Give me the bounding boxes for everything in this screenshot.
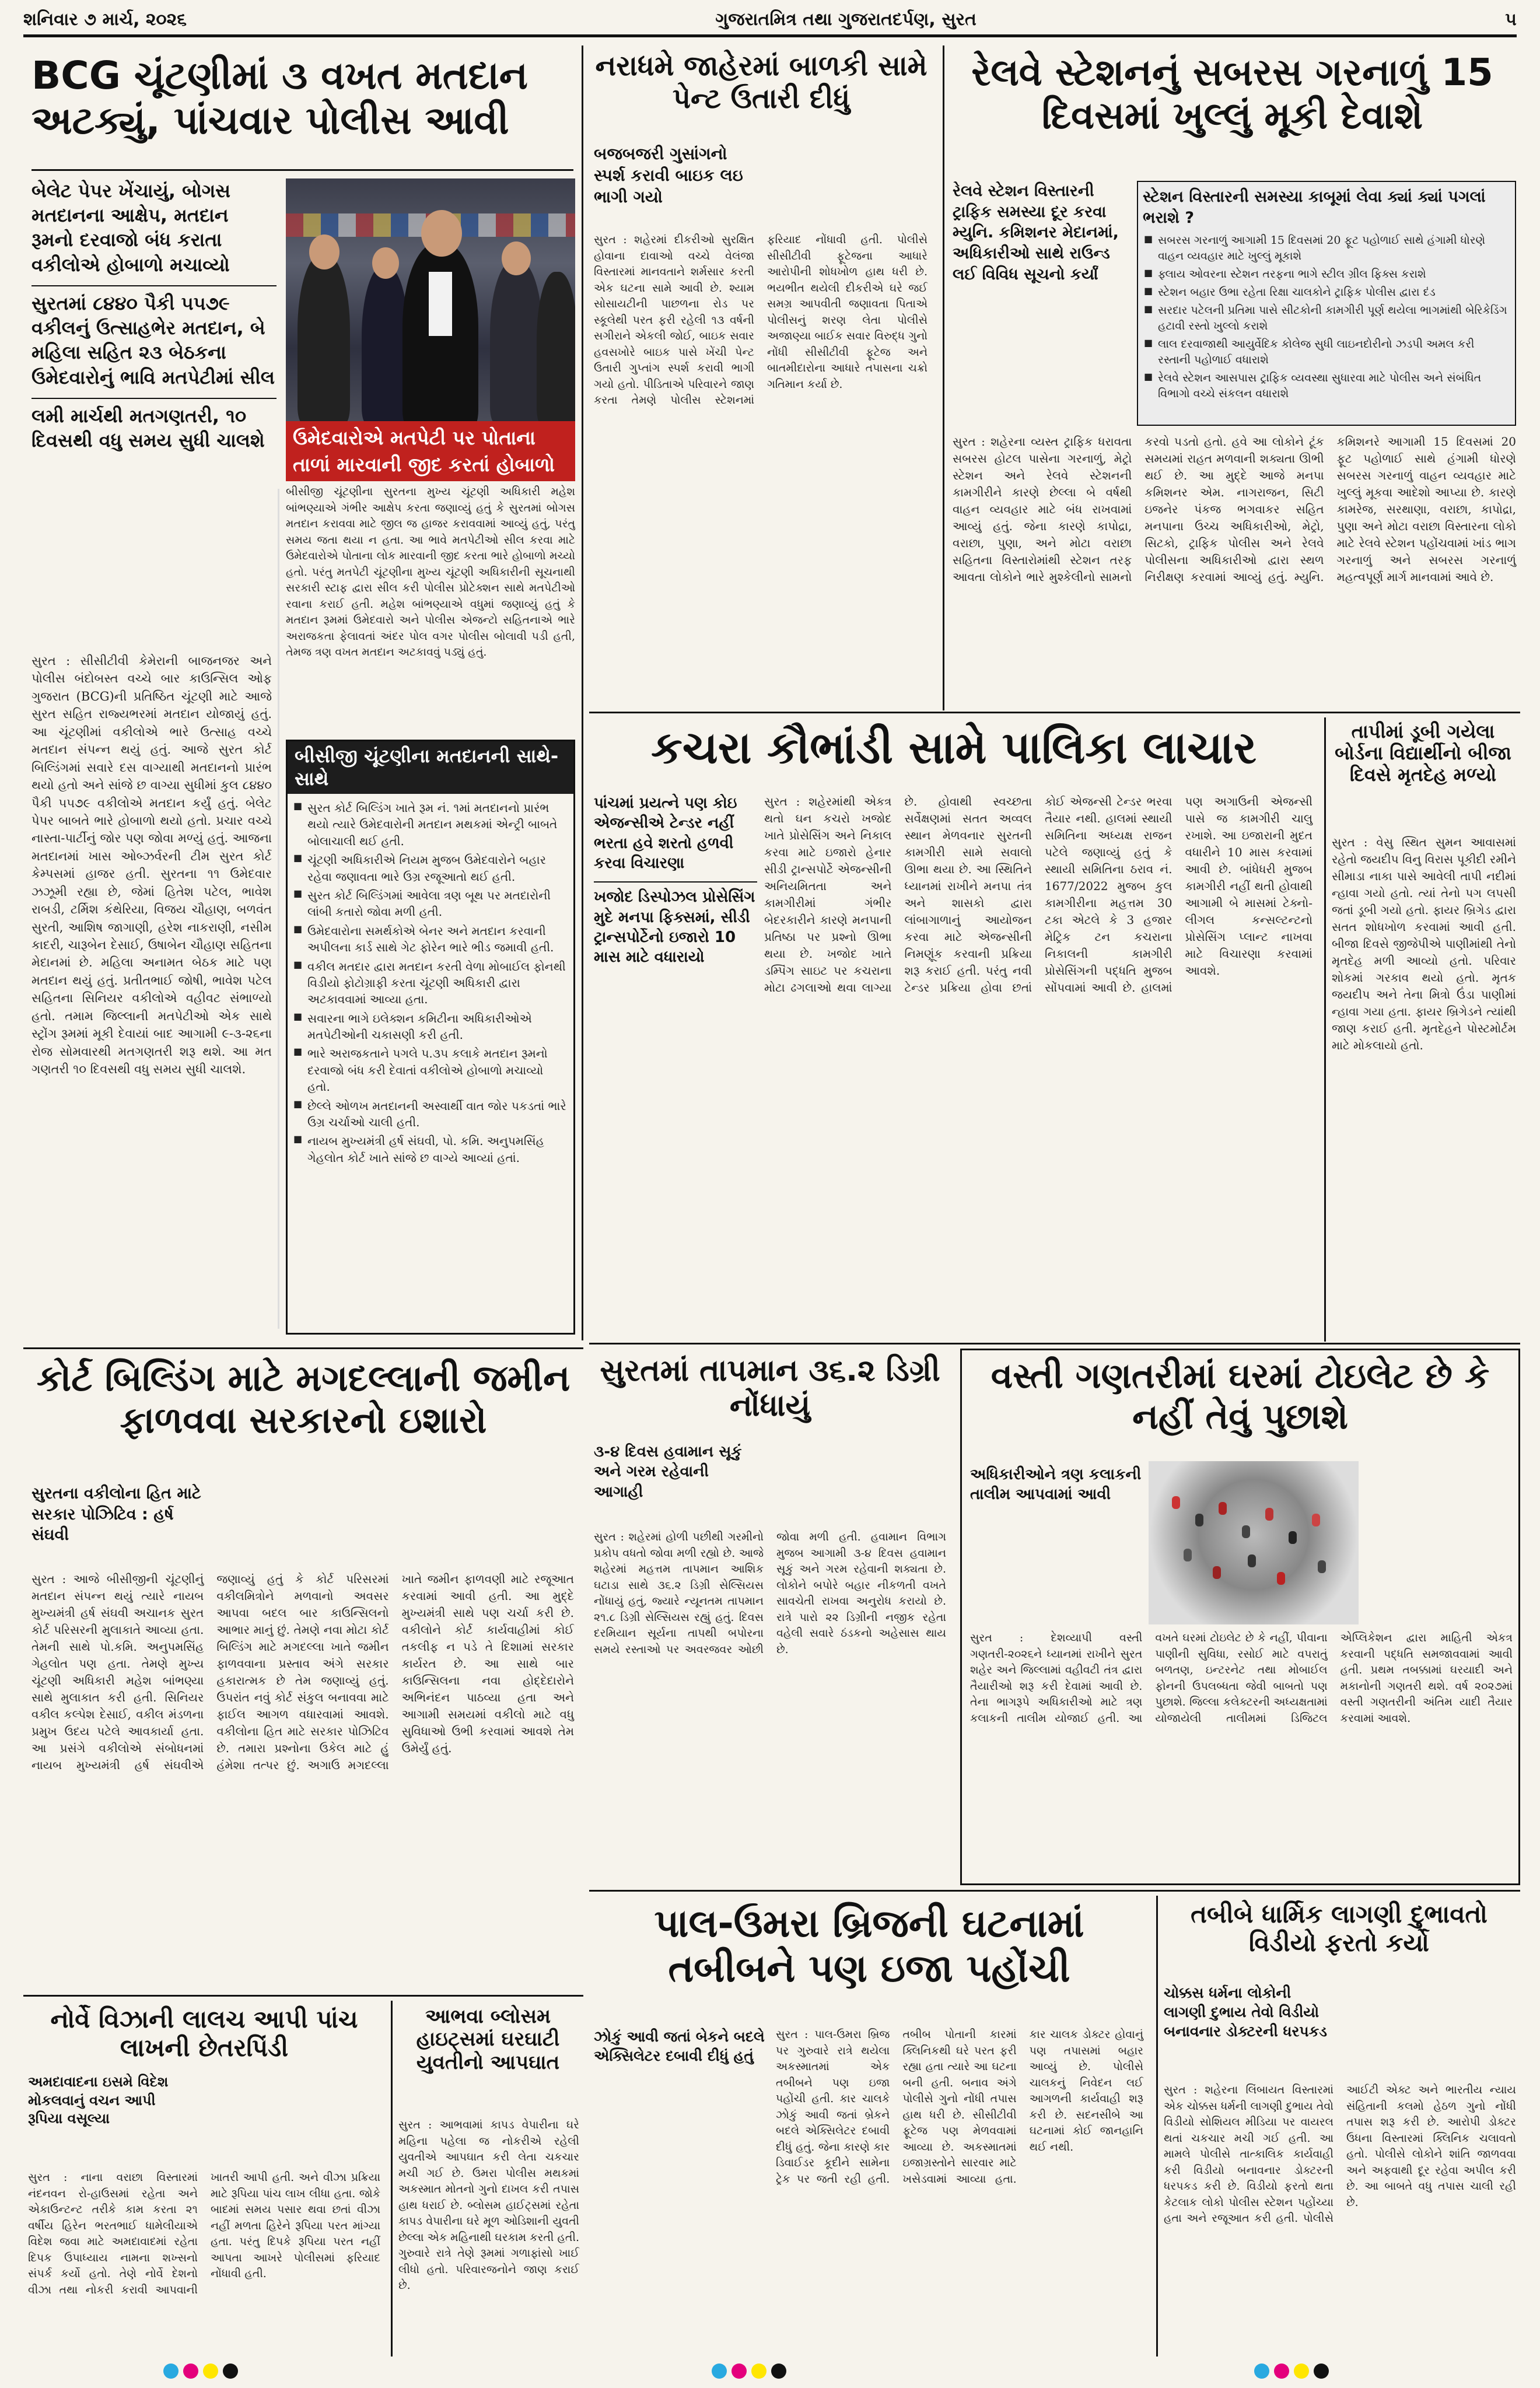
bcg-sub1: બેલેટ પેપર ખેંચાયું, બોગસ મતદાનના આક્ષેપ, મતદાન રૂમનો દરવાજો બંધ કરાતા વકીલોએ હોબાળો મચાવ્યો: [32, 180, 231, 276]
bcg-article: [23, 45, 583, 1340]
railway-box-item: ■ રેલવે સ્ટેશન આસપાસ ટ્રાફિક વ્યવસ્થા સુધારવા માટે પોલીસ અને સંબંધિત વિભાગો વચ્ચે સંકલન વધારાશે: [1143, 370, 1510, 402]
railway-box: [1137, 181, 1516, 426]
norway-headline: નોર્વે વિઝાની લાલચ આપી પાંચ લાખની છેતરપિંડી: [50, 2005, 358, 2062]
court-headline: કોર્ટ બિલ્ડિંગ માટે મગદલ્લાની જમીન ફાળવવા સરકારનો ઇશારો: [36, 1357, 570, 1441]
paal-body: સુરત : પાલ-ઉમરા બ્રિજ પર ગુરુવારે રાત્રે થયેલા અકસ્માતમાં એક તબીબને પણ ઇજા પહોંચી હતી. કાર ચાલકે ઝોકું આવી જતાં બ્રેકને બદલે એક્સિલેટર દબાવી દીધું હતું. જેના કારણે કાર ડિવાઈડર કૂદીને સામેના ટ્રેક પર જતી રહી હતી. તબીબ પોતાની કારમાં ક્લિનિકથી ઘરે પરત ફરી રહ્યા હતા ત્યારે આ ઘટના બની હતી. બનાવ અંગે પોલીસે ગુનો નોંધી તપાસ હાથ ધરી છે. સીસીટીવી ફૂટેજ પણ મેળવવામાં આવ્યા છે. અકસ્માતમાં ઇજાગ્રસ્તોને સારવાર માટે ખસેડવામાં આવ્યા હતા. કાર ચાલક ડોક્ટર હોવાનું પણ તપાસમાં બહાર આવ્યું છે. પોલીસે ચાલકનું નિવેદન લઈ આગળની કાર્યવાહી શરૂ કરી છે. સદનસીબે આ ઘટનામાં કોઈ જાનહાનિ થઈ નથી.: [776, 2028, 1143, 2186]
vasti-lead: અધિકારીઓને ત્રણ કલાકની તાલીમ આપવામાં આવી: [970, 1466, 1142, 1504]
railway-box-item: ■ ફ્લાય ઓવરના સ્ટેશન તરફના ભાગે સ્ટીલ ગ્રીલ ફિક્સ કરાશે: [1143, 267, 1510, 282]
norway-article: [23, 2001, 385, 2357]
railway-lead: રેલવે સ્ટેશન વિસ્તારની ટ્રાફિક સમસ્યા દૂર કરવા મ્યુનિ. કમિશનર મેદાનમાં, અધિકારીઓ સાથે રાઉન્ડ લઈ વિવિધ સૂચનો કર્યાં: [953, 182, 1119, 283]
railway-body: સુરત : શહેરના વ્યસ્ત ટ્રાફિક ધરાવતા સબરસ હોટલ પાસેના ગરનાળું, મેટ્રો સ્ટેશન અને રેલવે સ્ટેશનની કામગીરીને કારણે છેલ્લા બે વર્ષથી વાહન વ્યવહાર માટે બંધ રાખવામાં આવ્યું હતું. જેના કારણે કાપોદ્રા, વરાછા, પુણા, અને મોટા વરાછા સહિતના વિસ્તારોમાંથી સ્ટેશન તરફ આવતા લોકોને ભારે મુશ્કેલીનો સામનો કરવો પડતો હતો. હવે આ લોકોને ટૂંક સમયમાં રાહત મળવાની શક્યતા ઊભી થઈ છે. આ મુદ્દે આજે મનપા કમિશનર એમ. નાગરાજન, સિટી ઇજનેર પંકજ ભગવાકર સહિત મનપાના ઉચ્ચ અધિકારીઓ, મેટ્રો, સિટકો, ટ્રાફિક પોલીસ અને રેલવે પોલીસના અધિકારીઓ દ્વારા સ્થળ નિરીક્ષણ કરવામાં આવ્યું હતું. મ્યુનિ. કમિશનરે આગામી 15 દિવસમાં 20 ફૂટ પહોળાઈ સાથે હંગામી ધોરણે સબરસ ગરનાળું વાહન વ્યવહાર માટે ખુલ્લું મૂકવા આદેશો આપ્યા છે. કારણે કામરેજ, સરથાણા, વરાછા, કાપોદ્રા, પુણા અને મોટા વરાછા વિસ્તારના લોકો માટે રેલવે સ્ટેશન પહોંચવામાં ખાંડ ભાગ ગરનાળું અને સબરસ ગરનાળું મહત્વપૂર્ણ માર્ગ માનવામાં આવે છે.: [953, 435, 1516, 584]
page-date: શનિવાર ૭ માર્ચ, ૨૦૨૬: [23, 9, 187, 30]
bcg-subheads: [32, 178, 276, 453]
tapman-article: [589, 1349, 951, 1885]
paal-lead: ઝોકું આવી જતાં બેકને બદલે એક્સિલેટર દબાવી દીધું હતું: [594, 2028, 765, 2064]
court-article: [23, 1347, 583, 1989]
bcg-body-main: સુરત : સીસીટીવી કેમેરાની બાજનજર અને પોલીસ બંદોબસ્ત વચ્ચે બાર કાઉન્સિલ ઓફ ગુજરાત (BCG)ની પ્રતિષ્ઠિત ચૂંટણી માટે આજે સુરત સહિત રાજ્યભરમાં મતદાન યોજાયું હતું. આ ચૂંટણીમાં વકીલોએ ભારે ઉત્સાહ વચ્ચે મતદાન સંપન્ન થયું હતું. આજે સુરત કોર્ટ બિલ્ડિંગમાં સવારે દસ વાગ્યાથી મતદાનનો પ્રારંભ થયો હતો અને સાંજે છ વાગ્યા સુધીમાં કુલ ૮૪૪૦ પૈકી ૫૫૭૯ વકીલોએ મતદાન કર્યું હતું. બેલેટ પેપર બાબતે ભારે હોબાળો થયો હતો. પ્રચાર વચ્ચે નાસ્તા-પાર્ટીનું જોર પણ જોવા મળ્યું હતું. આજના મતદાનમાં ખાસ ઓબ્ઝર્વરની ટીમ સુરત કોર્ટ કેમ્પસમાં હાજર હતી. સુરતના ૧૧ ઉમેદવાર ઝઝૂમી રહ્યા છે, જેમાં હિતેશ પટેલ, ભાવેશ રાબડી, ટર્મિશ કંથેરિયા, વિજય ચૌહાણ, બળવંત સુરતી, આશિષ જાગાણી, હરેશ નાકરાણી, નસીમ કાદરી, ચારૂબેન દેસાઈ, ઉષાબેન ચૌહાણ સહિતના મેદાનમાં છે. મહિલા અનામત બેઠક માટે પણ મતદાન થયું હતું. પ્રતીતભાઈ જોષી, ભાવેશ પટેલ સહિતના સિનિયર વકીલોએ વહીવટ સંભાળ્યો હતો. તમામ જિલ્લાની મતપેટીઓ એક સાથે સ્ટ્રોંગ રૂમમાં મૂકી દેવાયાં બાદ આગામી ૯-૩-૨૬ના રોજ સોમવારથી મતગણતરી શરૂ થશે. આ મત ગણતરી ૧૦ દિવસથી વધુ સમય સુધી ચાલશે.: [32, 654, 272, 1077]
kachra-article: [589, 717, 1318, 1342]
registration-marks-right: [1254, 2364, 1329, 2379]
kachra-lead1: પાંચમાં પ્રયત્ને પણ કોઇ એજન્સીએ ટેન્ડર નહીં ભરતા હવે શરતો હળવી કરવા વિચારણા: [594, 794, 737, 872]
bcg-box-item: ■ સુરત કોર્ટ બિલ્ડિંગ ખાતે રૂમ નં. ૧માં મતદાનનો પ્રારંભ થયો ત્યારે ઉમેદવારોની મતદાન મથકમાં એન્ટ્રી બાબતે બોલાચાલી થઈ હતી.: [292, 800, 568, 849]
norway-lead: અમદાવાદના ઇસમે વિદેશ મોકલવાનું વચન આપી રૂપિયા વસૂલ્યા: [28, 2074, 169, 2127]
tabib-article: [1156, 1896, 1520, 2357]
vasti-article: [960, 1349, 1520, 1885]
page-number: ૫: [1505, 9, 1517, 30]
bcg-box-item: ■ ચૂંટણી અધિકારીએ નિયમ મુજબ ઉમેદવારોને બહાર રહેવા જણાવતા ભારે ઉગ્ર રજૂઆતો થઈ હતી.: [292, 852, 568, 885]
railway-box-list: [1143, 233, 1510, 402]
bcg-headline: BCG ચૂંટણીમાં ૩ વખત મતદાન અટક્યું, પાંચવાર પોલીસ આવી: [32, 53, 528, 143]
court-body: સુરત : આજે બીસીજીની ચૂંટણીનું મતદાન સંપન્ન થયું ત્યારે નાયબ મુખ્યમંત્રી હર્ષ સંઘવી અચાનક સુરત કોર્ટ પરિસરની મુલાકાતે આવ્યા હતા. તેમની સાથે પો.કમિ. અનુપમસિંહ ગેહલોત પણ હતા. તેમણે મુખ્ય ચૂંટણી અધિકારી મહેશ બાંભણ્યા સાથે મુલાકાત કરી હતી. સિનિયર વકીલ કલ્પેશ દેસાઈ, વકીલ મંડળના પ્રમુખ ઉદય પટેલે આવકાર્યા હતા. આ પ્રસંગે વકીલોએ સંબોધનમાં નાયબ મુખ્યમંત્રી હર્ષ સંઘવીએ જણાવ્યું હતું કે કોર્ટ પરિસરમાં વકીલમિત્રોને મળવાનો અવસર આપવા બદલ બાર કાઉન્સિલનો આભાર માનું છું. તેમણે નવા મોટા કોર્ટ બિલ્ડિંગ માટે મગદલ્લા ખાતે જમીન ફાળવવાના પ્રસ્તાવ અંગે સરકાર હકારાત્મક છે તેમ જણાવ્યું હતું. ઉપરાંત નવું કોર્ટ સંકુલ બનાવવા માટે ફાઈલ આગળ વધારવામાં આવશે. વકીલોના હિત માટે સરકાર પોઝિટિવ છે. તમારા પ્રશ્નોના ઉકેલ માટે હું હંમેશા તત્પર છું. અગાઉ મગદલ્લા ખાતે જમીન ફાળવણી માટે રજૂઆત કરવામાં આવી હતી. આ મુદ્દે મુખ્યમંત્રી સાથે પણ ચર્ચા કરી છે. વકીલોને કોર્ટ કાર્યવાહીમાં કોઈ તકલીફ ન પડે તે દિશામાં સરકાર કાર્યરત છે. આ સાથે બાર કાઉન્સિલના નવા હોદ્દેદારોને અભિનંદન પાઠવ્યા હતા અને આગામી સમયમાં વકીલો માટે વધુ સુવિધાઓ ઉભી કરવામાં આવશે તેમ ઉમેર્યું હતું.: [32, 1572, 574, 1772]
vasti-crowd-image: [1149, 1461, 1359, 1624]
railway-box-item: ■ સબરસ ગરનાળું આગામી 15 દિવસમાં 20 ફૂટ પહોળાઈ સાથે હંગામી ધોરણે વાહન વ્યવહાર માટે ખુલ્લું મૂકાશે: [1143, 233, 1510, 264]
abhva-article: [391, 2001, 583, 2357]
kachra-leads: [594, 793, 757, 968]
kachra-headline: કચરા કૌભાંડી સામે પાલિકા લાચાર: [651, 722, 1256, 773]
vasti-headline: વસ્તી ગણતરીમાં ઘરમાં ટોઇલેટ છે કે નહીં તેવું પુછાશે: [991, 1356, 1490, 1437]
tapman-headline: સુરતમાં તાપમાન ૩૬.૨ ડિગ્રી નોંધાયું: [600, 1353, 940, 1424]
kachra-lead2: ખજોદ ડિસ્પોઝલ પ્રોસેસિંગ મુદે મનપા ફિક્સમાં, સીડી ટ્રાન્સપોર્ટેનો ઇજારો 10 માસ માટે વધારાયો: [594, 881, 757, 967]
bcg-box-list: [288, 794, 573, 1166]
bcg-box-item: ■ વકીલ મતદાર દ્વારા મતદાન કરતી વેળા મોબાઈલ ફોનથી વિડીયો ફોટોગ્રાફી કરતા ચૂંટણી અધિકારી દ્વારા અટકાવવામાં આવ્યા હતા.: [292, 958, 568, 1008]
narad-headline: નરાધમે જાહેરમાં બાળકી સામે પેન્ટ ઉતારી દીધું: [595, 50, 928, 115]
bcg-box-item: ■ નાયબ મુખ્યમંત્રી હર્ષ સંઘવી, પો. કમિ. અનુપમસિંહ ગેહલોત કોર્ટ ખાતે સાંજે છ વાગ્યે આવ્યાં હતાં.: [292, 1133, 568, 1166]
railway-box-title: સ્ટેશન વિસ્તારની સમસ્યા કાબૂમાં લેવા ક્યાં ક્યાં પગલાં ભરાશે ?: [1143, 188, 1486, 227]
registration-marks-center: [712, 2364, 786, 2379]
paal-article: [589, 1896, 1149, 2357]
court-lead: સુરતના વકીલોના હિત માટે સરકાર પોઝિટિવ : હર્ષ સંઘવી: [32, 1484, 201, 1545]
railway-headline: રેલવે સ્ટેશનનું સબરસ ગરનાળું 15 દિવસમાં ખુલ્લું મૂકી દેવાશે: [971, 51, 1493, 138]
bcg-box-item: ■ સવારના ભાગે ઇલેક્શન કમિટીના અધિકારીઓએ મતપેટીઓની ચકાસણી કરી હતી.: [292, 1010, 568, 1044]
narad-body: સુરત : શહેરમાં દીકરીઓ સુરક્ષિત હોવાના દાવાઓ વચ્ચે વેલંજા વિસ્તારમાં માનવતાને શર્મસાર કરતી એક ઘટના સામે આવી છે. શ્યામ સોસાયટીની પાછળના રોડ પર સ્કૂલેથી પરત ફરી રહેલી ૧૩ વર્ષની સગીરાને એકલી જોઈ, બાઇક સવાર હવસખોરે બાઇક પાસે ખેંચી પેન્ટ ઉતારી ગુપ્તાંગ સ્પર્શ કરાવી ભાગી ગયો હતો. પીડિતાએ પરિવારને જાણ કરતા તેમણે પોલીસ સ્ટેશનમાં ફરિયાદ નોંધાવી હતી. પોલીસે સીસીટીવી ફૂટેજના આધારે આરોપીની શોધખોળ હાથ ધરી છે. ભયભીત થયેલી દીકરીએ ઘરે જઈ સમગ્ર આપવીતી જણાવતા પિતાએ પોલીસનું શરણ લેતા પોલીસે અજાણ્યા બાઈક સવાર વિરુદ્ધ ગુનો નોંધી સીસીટીવી ફૂટેજ અને બાતમીદારોના આધારે તપાસના ચક્રો ગતિમાન કર્યા છે.: [594, 233, 928, 407]
narad-article: [589, 45, 933, 710]
page-header: [23, 5, 1517, 37]
tabib-body: સુરત : શહેરના લિંબાયત વિસ્તારમાં એક ચોક્કસ ધર્મની લાગણી દુભાય તેવો વિડીયો સોશિયલ મીડિયા પર વાયરલ થતાં ચકચાર મચી ગઈ હતી. આ મામલે પોલીસે તાત્કાલિક કાર્યવાહી કરી વિડીયો બનાવનાર ડોક્ટરની ધરપકડ કરી છે. વિડીયો ફરતો થતા કેટલાક લોકો પોલીસ સ્ટેશન પહોંચ્યા હતા અને રજૂઆત કરી હતી. પોલીસે આઈટી એક્ટ અને ભારતીય ન્યાય સંહિતાની કલમો હેઠળ ગુનો નોંધી તપાસ શરૂ કરી છે. આરોપી ડોક્ટર ઉધના વિસ્તારમાં ક્લિનિક ચલાવતો હતો. પોલીસે લોકોને શાંતિ જાળવવા અને અફવાથી દૂર રહેવા અપીલ કરી છે. આ બાબતે વધુ તપાસ ચાલી રહી છે.: [1164, 2084, 1516, 2225]
bcg-sub3: લમી માર્ચથી મતગણતરી, ૧૦ દિવસથી વધુ સમય સુધી ચાલશે: [32, 398, 276, 453]
tabib-headline: તબીબે ધાર્મિક લાગણી દુભાવતો વિડીયો ફરતો કર્યો: [1191, 1900, 1488, 1957]
bcg-box: [286, 740, 575, 1335]
tapi-body: સુરત : વેસુ સ્થિત સુમન આવાસમાં રહેતો જયદીપ વિનુ વિરાસ પૂકીદી રમીને સીમાડા નાકા પાસે આવેલી તાપી નદીમાં ન્હાવા ગયો હતો. ત્યાં તેનો પગ લપસી જતાં ડૂબી ગયો હતો. ફાયર બ્રિગેડ દ્વારા સતત શોધખોળ કરવામાં આવી હતી. બીજા દિવસે જીજેપીએ પાણીમાંથી તેનો મૃતદેહ મળી આવ્યો હતો. પરિવાર શોકમાં ગરકાવ થયો હતો. મૃતક જયદીપ અને તેના મિત્રો ઉંડા પાણીમાં ન્હાવા ગયા હતા. ફાયર બ્રિગેડને ત્યાંથી જાણ કરાઈ હતી. મૃતદેહને પોસ્ટમોર્ટમ માટે મોકલાયો હતો.: [1332, 835, 1516, 1052]
tapi-article: [1324, 717, 1520, 1342]
bcg-body-top: બીસીજી ચૂંટણીના સુરતના મુખ્ય ચૂંટણી અધિકારી મહેશ બાંભણ્યાએ ગંભીર આક્ષેપ કરતા જણાવ્યું હતું કે સુરતમાં બોગસ મતદાન કરાવવા માટે જીલ જ હાજર કરાવવામાં આવ્યું હતું, પરંતુ સમય જતા થયા ન હતા. આ ભાવે મતપેટીઓ સીલ કરવા માટે ઉમેદવારોએ પોતાના લોક મારવાની જીદ કરતા ભારે હોબાળો મચ્યો હતો. પરંતુ મતપેટી ચૂંટણીના મુખ્ય ચૂંટણી અધિકારીની સૂચનાથી સરકારી સ્ટાફ દ્વારા સીલ કરી પોલીસ પ્રોટેક્શન સાથે મતપેટીઓ રવાના કરાઈ હતી. મહેશ બાંભણ્યાએ વધુમાં જણાવ્યું હતું કે મતદાન રૂમમાં ઉમેદવારો અને પોલીસ એજન્ટો સહિતનાએ ભારે અરાજકતા ફેલાવતાં અંદર પોલ વગર પોલીસ બોલાવી પડી હતી, તેમજ ત્રણ વખત મતદાન અટકાવવું પડ્યું હતું.: [286, 485, 575, 659]
tapman-body: સુરત : શહેરમાં હોળી પછીથી ગરમીનો પ્રકોપ વધતો જોવા મળી રહ્યો છે. આજે શહેરમાં મહત્તમ તાપમાન આશિક ઘટાડા સાથે ૩૬.૨ ડિગ્રી સેલ્સિયસ નોંધાયું હતું, જ્યારે ન્યૂનતમ તાપમાન ૨૧.૮ ડિગ્રી સેલ્સિયસ રહ્યું હતું. દિવસ દરમિયાન સૂર્યના તાપથી બપોરના સમયે રસ્તાઓ પર અવરજવર ઓછી જોવા મળી હતી. હવામાન વિભાગ મુજબ આગામી ૩-૪ દિવસ હવામાન સૂકું અને ગરમ રહેવાની શક્યતા છે. લોકોને બપોરે બહાર નીકળતી વખતે સાવચેતી રાખવા અનુરોધ કરાયો છે. રાત્રે પારો ૨૨ ડિગ્રીની નજીક રહેતા વહેલી સવારે ઠંડકનો અહેસાસ થાય છે.: [594, 1531, 946, 1656]
bcg-box-item: ■ છેલ્લે ઓળખ મતદાનની અસ્વાર્થી વાત જોર પકડતાં ભારે ઉગ્ર ચર્ચાઓ ચાલી હતી.: [292, 1098, 568, 1131]
bcg-sub2: સુરતમાં ૮૪૪૦ પૈકી ૫૫૭૯ વકીલનું ઉત્સાહભેર મતદાન, બે મહિલા સહિત ૨૩ બેઠકના ઉમેદવારોનું ભાવિ મતપેટીમાં સીલ: [32, 285, 276, 390]
paal-headline: પાલ-ઉમરા બ્રિજની ઘટનામાં તબીબને પણ ઇજા પહોંચી: [654, 1901, 1084, 1991]
railway-box-item: ■ સરદાર પટેલની પ્રતિમા પાસે સીટકોની કામગીરી પૂર્ણ થયેલા ભાગમાંથી બેરિકેડિંગ હટાવી રસ્તો ખુલ્લો કરાશે: [1143, 303, 1510, 334]
railway-article: [943, 45, 1520, 710]
bcg-photo-caption: ઉમેદવારોએ મતપેટી પર પોતાના તાળાં મારવાની જીદ કરતાં હોબાળો: [286, 421, 575, 481]
paper-name: ગુજરાતમિત્ર તથા ગુજરાતદર્પણ, સુરત: [715, 9, 977, 30]
tapi-headline: તાપીમાં ડૂબી ગયેલા બોર્ડના વિદ્યાર્થીનો બીજા દિવસે મૃતદેહ મળ્યો: [1335, 720, 1511, 786]
bcg-box-item: ■ સુરત કોર્ટ બિલ્ડિંગમાં આવેલા ત્રણ બૂથ પર મતદારોની લાંબી કતારો જોવા મળી હતી.: [292, 887, 568, 920]
bcg-box-item: ■ ભારે અરાજકતાને પગલે પ.૩૫ કલાકે મતદાન રૂમનો દરવાજો બંધ કરી દેવાતાં વકીલોએ હોબાળો મચાવ્યો હતો.: [292, 1045, 568, 1095]
vasti-body: સુરત : દેશવ્યાપી વસ્તી ગણતરી-૨૦૨૬ને ધ્યાનમાં રાખીને સુરત શહેર અને જિલ્લામાં વહીવટી તંત્ર દ્વારા તૈયારીઓ શરૂ કરી દેવામાં આવી છે. તેના ભાગરૂપે અધિકારીઓ માટે ત્રણ કલાકની તાલીમ યોજાઈ હતી. આ વખતે ઘરમાં ટોઇલેટ છે કે નહીં, પીવાના પાણીની સુવિધા, રસોઈ માટે વપરાતું બળતણ, ઇન્ટરનેટ તથા મોબાઈલ ફોનની ઉપલબ્ધતા જેવી બાબતો પણ પુછાશે. જિલ્લા કલેક્ટરની અધ્યક્ષતામાં યોજાયેલી તાલીમમાં ડિજિટલ એપ્લિકેશન દ્વારા માહિતી એકત્ર કરવાની પદ્ધતિ સમજાવવામાં આવી હતી. પ્રથમ તબક્કામાં ઘરયાદી અને મકાનોની ગણતરી થશે. વર્ષ ૨૦૨૭માં વસ્તી ગણતરીની અંતિમ યાદી તૈયાર કરવામાં આવશે.: [970, 1631, 1513, 1725]
abhva-body: સુરત : આભવામાં કાપડ વેપારીના ઘરે મહિના પહેલા જ નોકરીએ રહેલી યુવતીએ આપઘાત કરી લેતા ચકચાર મચી ગઈ છે. ઉમરા પોલીસ મથકમાં અકસ્માત મોતનો ગુનો દાખલ કરી તપાસ હાથ ધરાઈ છે. બ્લોસમ હાઈટ્સમાં રહેતા કાપડ વેપારીના ઘરે મૂળ ઓડિશાની યુવતી છેલ્લા એક મહિનાથી ઘરકામ કરતી હતી. ગુરુવારે રાત્રે તેણે રૂમમાં ગળાફાંસો ખાઈ લીધો હતો. પરિવારજનોને જાણ કરાઈ છે.: [398, 2119, 579, 2292]
registration-marks-left: [163, 2364, 238, 2379]
bcg-photo: [286, 178, 575, 421]
abhva-headline: આભવા બ્લોસમ હાઇટ્સમાં ઘરઘાટી યુવતીનો આપઘાત: [416, 2005, 560, 2074]
bcg-box-title: બીસીજી ચૂંટણીના મતદાનની સાથે-સાથે: [288, 741, 573, 794]
norway-body: સુરત : નાના વરાછા વિસ્તારમાં નંદનવન રો-હાઉસમાં રહેતા અને એકાઉન્ટન્ટ તરીકે કામ કરતા ૨૧ વર્ષીય હિરેન ભરતભાઈ ધામેલીયાએ વિદેશ જવા માટે અમદાવાદમાં રહેતા દિપક ઉપાધ્યાય નામના શખ્સનો સંપર્ક કર્યો હતો. તેણે નોર્વે દેશનો વીઝા તથા નોકરી કરાવી આપવાની ખાતરી આપી હતી. અને વીઝા પ્રક્રિયા માટે રૂપિયા પાંચ લાખ લીધા હતા. જોકે બાદમાં સમય પસાર થવા છતાં વીઝા નહીં મળતા હિરેને રૂપિયા પરત માંગ્યા હતા. પરંતુ દિપકે રૂપિયા પરત નહીં આપતા આખરે પોલીસમાં ફરિયાદ નોંધાવી હતી.: [28, 2171, 380, 2296]
bcg-box-item: ■ ઉમેદવારોના સમર્થકોએ બેનર અને મતદાન કરવાની અપીલના કાર્ડ સાથે ગેટ ફોરેન ભારે ભીડ જમાવી હતી.: [292, 923, 568, 956]
narad-lead: બજબજરી ગુસાંગનો સ્પર્શ કરાવી બાઇક લઇ ભાગી ગયો: [594, 144, 743, 206]
railway-box-item: ■ સ્ટેશન બહાર ઉભા રહેતા રિક્ષા ચાલકોને ટ્રાફિક પોલીસ દ્વારા દંડ: [1143, 285, 1510, 300]
tapman-lead: ૩-૪ દિવસ હવામાન સૂકું અને ગરમ રહેવાની આગાહી: [594, 1443, 742, 1501]
tabib-lead: ચોક્કસ ધર્મના લોકોની લાગણી દુભાય તેવો વિડીયો બનાવનાર ડોક્ટરની ધરપકડ: [1164, 1984, 1327, 2040]
railway-box-item: ■ લાલ દરવાજાથી આયુર્વેદિક કોલેજ સુધી લાઇનદોરીનો ઝડપી અમલ કરી રસ્તાની પહોળાઈ વધારાશે: [1143, 337, 1510, 368]
kachra-body: સુરત : શહેરમાંથી એકત્ર થતો ઘન કચરો ખજોદ ખાતે પ્રોસેસિંગ અને નિકાલ કરવા માટે ઇજારો હેનાર સીડી ટ્રાન્સપોર્ટે એજન્સીની અનિયમિતતા અને કામગીરીમાં ગંભીર બેદરકારીને કારણે મનપાની પ્રતિષ્ઠા પર પ્રશ્નો ઊભા થયા છે. ખજોદ ખાતે ડમ્પિંગ સાઇટ પર કચરાના મોટા ઢગલાઓ થવા લાગ્યા છે. હોવાથી સ્વચ્છતા સર્વેક્ષણમાં સતત અવ્વલ સ્થાન મેળવનાર સુરતની કામગીરી સામે સવાલો ઊભા થયા છે. આ સ્થિતિને ધ્યાનમાં રાખીને મનપા તંત્ર અને શાસકો દ્વારા લાંબાગાળાનું આયોજન કરવા માટે એજન્સીની નિમણૂંક કરવાની પ્રક્રિયા શરૂ કરાઈ હતી. પરંતુ નવી ટેન્ડર પ્રક્રિયા હોવા છતાં કોઈ એજન્સી ટેન્ડર ભરવા તૈયાર નથી. હાલમાં સ્થાયી સમિતિના અધ્યક્ષ રાજન પટેલે જણાવ્યું હતું કે સ્થાયી સમિતિના ઠરાવ નં. 1677/2022 મુજબ કુલ કામગીરીના મહત્તમ 30 ટકા એટલે કે 3 હજાર મેટ્રિક ટન કચરાના નિકાલની કામગીરી પ્રોસેસિંગની પદ્ધતિ મુજબ સોંપવામાં આવી છે. હાલમાં પણ અગાઉની એજન્સી પાસે જ કામગીરી ચાલુ રખાશે. આ ઇજારાની મુદત વધારીને 10 માસ કરવામાં આવી છે. બાંધેધરી મુજબ કામગીરી નહીં થતી હોવાથી આગામી બે માસમાં ટેક્નો-લીગલ કન્સલ્ટન્ટનો પ્રોસેસિંગ પ્લાન્ટ નાખવા માટે વિચારણા કરવામાં આવશે.: [764, 794, 1312, 995]
